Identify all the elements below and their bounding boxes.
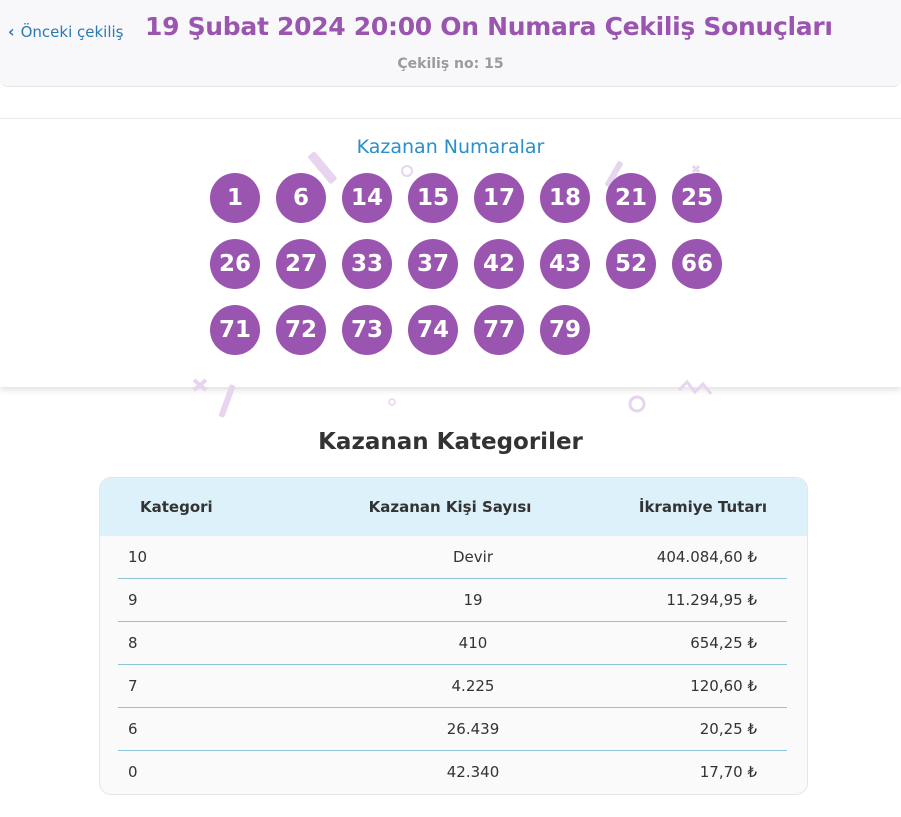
cell-winners: Devir: [453, 548, 493, 566]
winning-numbers-title: Kazanan Numaralar: [356, 136, 545, 158]
table-row: [118, 665, 787, 708]
number-ball: 43: [540, 239, 590, 289]
cell-winners: 410: [458, 634, 488, 652]
number-ball: 14: [342, 173, 392, 223]
previous-draw-label: Önceki çekiliş: [20, 22, 124, 41]
number-ball: 33: [342, 239, 392, 289]
number-ball: 79: [540, 305, 590, 355]
cell-category: 7: [128, 677, 138, 695]
cell-prize: 404.084,60 ₺: [656, 548, 757, 566]
cell-category: 0: [128, 763, 138, 781]
previous-draw-link[interactable]: [8, 22, 123, 41]
number-ball: 6: [276, 173, 326, 223]
number-ball: 52: [606, 239, 656, 289]
number-ball: 25: [672, 173, 722, 223]
number-ball: 26: [210, 239, 260, 289]
cell-prize: 17,70 ₺: [699, 763, 757, 781]
number-ball: 66: [672, 239, 722, 289]
results-header: [0, 0, 901, 87]
table-row: [118, 579, 787, 622]
cell-category: 9: [128, 591, 138, 609]
cell-category: 6: [128, 720, 138, 738]
winning-number-balls: [210, 173, 750, 355]
number-ball: 21: [606, 173, 656, 223]
winning-categories-title: Kazanan Kategoriler: [318, 429, 583, 455]
cell-prize: 120,60 ₺: [690, 677, 757, 695]
cell-winners: 4.225: [451, 677, 495, 695]
categories-table: [99, 477, 808, 795]
header-category: Kategori: [140, 498, 213, 516]
table-row: [118, 536, 787, 579]
table-row: [118, 751, 787, 793]
table-body: [100, 536, 807, 793]
number-ball: 77: [474, 305, 524, 355]
number-ball: 27: [276, 239, 326, 289]
cell-category: 10: [128, 548, 148, 566]
number-ball: 18: [540, 173, 590, 223]
number-ball: 42: [474, 239, 524, 289]
number-ball: 1: [210, 173, 260, 223]
chevron-left-icon: ‹: [8, 22, 15, 41]
number-ball: 71: [210, 305, 260, 355]
cell-prize: 654,25 ₺: [690, 634, 757, 652]
number-ball: 72: [276, 305, 326, 355]
draw-number: Çekiliş no: 15: [397, 56, 504, 72]
number-ball: 73: [342, 305, 392, 355]
header-prize: İkramiye Tutarı: [638, 498, 767, 516]
number-ball: 37: [408, 239, 458, 289]
cell-category: 8: [128, 634, 138, 652]
cell-prize: 11.294,95 ₺: [666, 591, 757, 609]
table-row: [118, 708, 787, 751]
cell-prize: 20,25 ₺: [699, 720, 757, 738]
cell-winners: 26.439: [446, 720, 500, 738]
cell-winners: 42.340: [446, 763, 500, 781]
number-ball: 17: [474, 173, 524, 223]
table-header: [100, 478, 807, 536]
cell-winners: 19: [463, 591, 483, 609]
table-row: [118, 622, 787, 665]
page-title: 19 Şubat 2024 20:00 On Numara Çekiliş Sonuçları: [145, 12, 833, 41]
number-ball: 74: [408, 305, 458, 355]
number-ball: 15: [408, 173, 458, 223]
header-winners: Kazanan Kişi Sayısı: [368, 498, 532, 516]
